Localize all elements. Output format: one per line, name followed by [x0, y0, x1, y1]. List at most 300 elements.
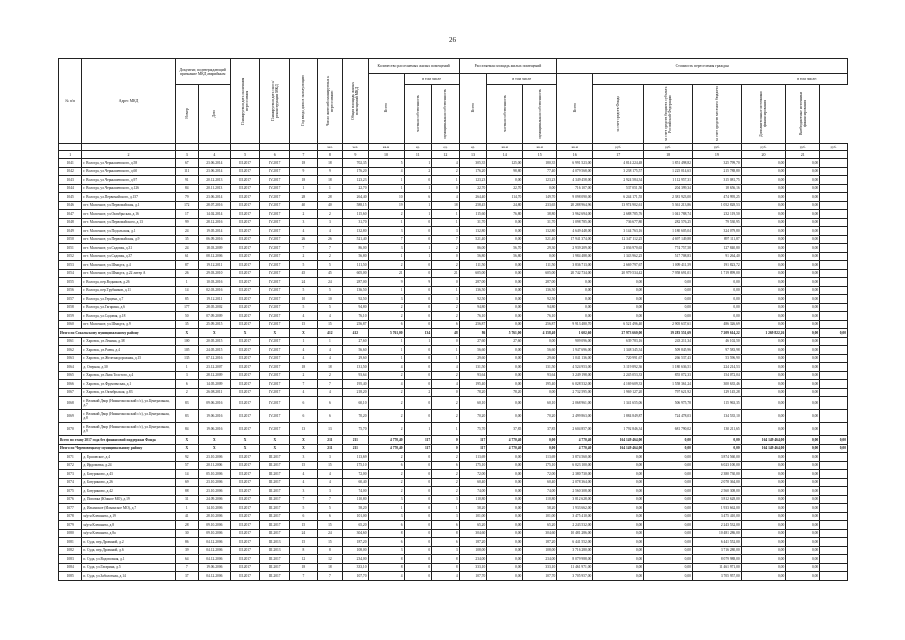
- subtotal-cell: X: [175, 444, 198, 453]
- value-cell: 8: [368, 529, 404, 538]
- table-row: [59, 397, 848, 410]
- value-cell: 724 478,03: [644, 410, 693, 423]
- table-cell: III.2017: [230, 538, 260, 547]
- table-cell: 67: [175, 159, 198, 168]
- empty-cell: [820, 278, 848, 287]
- value-cell: 8: [368, 555, 404, 564]
- value-cell: 0,00: [593, 470, 644, 479]
- value-cell: 0,00: [487, 521, 523, 530]
- table-cell: 40: [317, 201, 342, 210]
- value-cell: 110,80: [343, 495, 368, 504]
- value-cell: 0: [404, 410, 432, 423]
- value-cell: 56,80: [487, 252, 523, 261]
- value-cell: 264,40: [459, 193, 487, 202]
- value-cell: 2: [368, 410, 404, 423]
- subtotal-cell: 0,00: [820, 436, 848, 445]
- value-cell: 0,00: [786, 380, 820, 389]
- value-cell: 20 979 534,42: [593, 269, 644, 278]
- value-cell: 0: [404, 320, 432, 329]
- value-cell: 215 788,80: [692, 167, 741, 176]
- value-cell: 234,00: [523, 555, 557, 564]
- address-cell: д. Ершовское, д.4: [82, 453, 175, 462]
- value-cell: 0,00: [786, 529, 820, 538]
- value-cell: 2 078 364,00: [692, 478, 741, 487]
- value-cell: 56,70: [487, 244, 523, 253]
- table-cell: 41: [175, 512, 198, 521]
- value-cell: 60,10: [459, 397, 487, 410]
- value-cell: 0: [404, 235, 432, 244]
- value-cell: 115 963,35: [692, 397, 741, 410]
- table-cell: 1042: [59, 167, 82, 176]
- value-cell: 53 596,90: [692, 354, 741, 363]
- value-cell: 0: [404, 295, 432, 304]
- table-cell: 7: [175, 563, 198, 572]
- value-cell: 8: [432, 529, 460, 538]
- value-cell: 111,50: [459, 261, 487, 270]
- header-rooms-group: Количество расселяемых жилых помещений: [368, 59, 459, 74]
- value-cell: 5: [368, 159, 404, 168]
- table-cell: 1055: [59, 278, 82, 287]
- value-cell: 0: [404, 269, 432, 278]
- table-row: [59, 159, 848, 168]
- value-cell: 107,70: [343, 572, 368, 581]
- value-cell: 0: [404, 529, 432, 538]
- unit-cell: [175, 144, 198, 151]
- table-cell: 18.03.2009: [198, 244, 230, 253]
- empty-cell: [820, 184, 848, 193]
- table-cell: 35: [175, 235, 198, 244]
- value-cell: 0,00: [786, 371, 820, 380]
- value-cell: 129 145,28: [692, 388, 741, 397]
- value-cell: 0,00: [487, 563, 523, 572]
- table-row: [59, 312, 848, 321]
- value-cell: 2: [368, 261, 404, 270]
- header-area-group: Расселяемая площадь жилых помещений: [459, 59, 557, 74]
- value-cell: 4 697 149,88: [644, 235, 693, 244]
- value-cell: 0: [404, 380, 432, 389]
- value-cell: 0,00: [786, 167, 820, 176]
- table-cell: 5: [317, 286, 342, 295]
- table-cell: 8: [290, 546, 318, 555]
- value-cell: 107,70: [523, 572, 557, 581]
- table-cell: III.2017: [230, 184, 260, 193]
- value-cell: 3: [368, 295, 404, 304]
- value-cell: 94,80: [343, 303, 368, 312]
- value-cell: 24,80: [487, 201, 523, 210]
- table-cell: 1: [317, 184, 342, 193]
- table-cell: 12: [317, 555, 342, 564]
- table-cell: III.2017: [230, 278, 260, 287]
- value-cell: 6: [432, 320, 460, 329]
- empty-cell: [820, 159, 848, 168]
- table-cell: IV.2017: [260, 320, 290, 329]
- empty-cell: [820, 295, 848, 304]
- table-cell: IV.2017: [260, 388, 290, 397]
- value-cell: 0,00: [487, 512, 523, 521]
- table-cell: III.2017: [230, 478, 260, 487]
- value-cell: 736 677,80: [593, 218, 644, 227]
- value-cell: 0,00: [487, 546, 523, 555]
- value-cell: 37,85: [523, 423, 557, 436]
- table-cell: 24: [290, 278, 318, 287]
- table-cell: 10: [290, 295, 318, 304]
- value-cell: 2 604 857,00: [557, 423, 593, 436]
- unit-cell: руб.: [786, 144, 820, 151]
- value-cell: 1 984 488,00: [557, 252, 593, 261]
- table-cell: 7: [290, 244, 318, 253]
- subtotal-cell: 412: [317, 329, 342, 338]
- value-cell: 605,00: [459, 269, 487, 278]
- value-cell: 6 441 552,00: [692, 538, 741, 547]
- value-cell: 0,00: [557, 295, 593, 304]
- empty-cell: [820, 380, 848, 389]
- table-cell: III.2017: [230, 572, 260, 581]
- table-row: [59, 380, 848, 389]
- value-cell: 0,00: [786, 521, 820, 530]
- header-cost-group: Стоимость переселения граждан: [557, 59, 848, 74]
- value-cell: 0,00: [593, 487, 644, 496]
- empty-cell: [820, 423, 848, 436]
- table-cell: IV.2017: [260, 278, 290, 287]
- table-row: [59, 563, 848, 572]
- table-cell: 9: [317, 167, 342, 176]
- value-cell: 0,00: [487, 487, 523, 496]
- subtotal-cell: 117: [404, 436, 432, 445]
- subtotal-cell: 4 770,40: [368, 444, 404, 453]
- empty-cell: [820, 521, 848, 530]
- subtotal-cell: 4 770,40: [487, 436, 523, 445]
- table-cell: 1062: [59, 346, 82, 355]
- unit-cell: руб.: [741, 144, 786, 151]
- value-cell: 0,00: [487, 235, 523, 244]
- table-cell: 1047: [59, 210, 82, 219]
- empty-cell: [820, 555, 848, 564]
- value-cell: 1 343 962,25: [593, 252, 644, 261]
- table-cell: 04.12.2006: [198, 555, 230, 564]
- value-cell: 1 225 014,63: [644, 167, 693, 176]
- table-cell: 1052: [59, 252, 82, 261]
- subtotal-cell: 164 149 464,00: [593, 444, 644, 453]
- subtotal-cell: 0,00: [523, 444, 557, 453]
- value-cell: 282 576,25: [644, 218, 693, 227]
- value-cell: 1: [432, 504, 460, 513]
- value-cell: 0,00: [741, 371, 786, 380]
- unit-cell: ед.: [459, 144, 487, 151]
- empty-cell: [820, 218, 848, 227]
- value-cell: 134 535,10: [692, 410, 741, 423]
- table-cell: 26: [317, 235, 342, 244]
- table-cell: III.2017: [230, 261, 260, 270]
- value-cell: 0,00: [487, 380, 523, 389]
- table-cell: 24: [317, 278, 342, 287]
- table-cell: 3: [290, 218, 318, 227]
- value-cell: 0,00: [741, 470, 786, 479]
- table-cell: 20.12.2013: [198, 176, 230, 185]
- value-cell: 0,00: [741, 252, 786, 261]
- table-cell: 19.06.2016: [198, 423, 230, 436]
- value-cell: 3: [432, 295, 460, 304]
- address-cell: м/р-н Клешнята, д.8а: [82, 529, 175, 538]
- value-cell: 1: [404, 159, 432, 168]
- table-cell: 1: [290, 337, 318, 346]
- address-cell: пгт. Молочное, ул.Первомайская, д.1: [82, 201, 175, 210]
- table-cell: 84: [175, 184, 198, 193]
- value-cell: 0,00: [487, 261, 523, 270]
- address-cell: п. Суда, ул.Водовозная, д.1: [82, 555, 175, 564]
- value-cell: 5 361 213,86: [644, 201, 693, 210]
- table-cell: 24: [175, 227, 198, 236]
- table-cell: III.2017: [230, 512, 260, 521]
- value-cell: 304,60: [459, 529, 487, 538]
- address-cell: д. Батуриново, д.43: [82, 470, 175, 479]
- table-cell: 45: [317, 269, 342, 278]
- value-cell: 101,00: [459, 512, 487, 521]
- subtotal-cell: X: [290, 444, 318, 453]
- value-cell: 3 705 957,00: [692, 572, 741, 581]
- table-row: [59, 320, 848, 329]
- column-number-cell: 7: [290, 151, 318, 159]
- value-cell: 0,00: [644, 478, 693, 487]
- table-cell: 4: [290, 470, 318, 479]
- table-cell: 25.09.2015: [198, 320, 230, 329]
- unit-cell: ед.: [432, 144, 460, 151]
- value-cell: 12 347 112,25: [593, 235, 644, 244]
- table-cell: 09.10.2006: [198, 521, 230, 530]
- empty-cell: [820, 176, 848, 185]
- table-cell: 20.11.2006: [198, 461, 230, 470]
- value-cell: 0,00: [786, 555, 820, 564]
- header-area-municipal: муниципальная собственность: [523, 85, 557, 144]
- table-cell: 1048: [59, 218, 82, 227]
- value-cell: 1: [368, 184, 404, 193]
- subtotal-cell: 0,00: [523, 436, 557, 445]
- value-cell: 234,00: [343, 555, 368, 564]
- address-cell: пгт. Молочное, ул.Первомайского, д.13: [82, 218, 175, 227]
- value-cell: 0: [404, 286, 432, 295]
- value-cell: 10: [368, 193, 404, 202]
- value-cell: 1: [368, 337, 404, 346]
- value-cell: 0,00: [741, 218, 786, 227]
- table-cell: 02.03.2016: [198, 286, 230, 295]
- value-cell: 720 991,67: [593, 354, 644, 363]
- address-cell: д. Ильинское (Ильинское МО), д.7: [82, 504, 175, 513]
- value-cell: 2: [368, 303, 404, 312]
- value-cell: 113,69: [523, 453, 557, 462]
- value-cell: 0,00: [741, 397, 786, 410]
- value-cell: 101,00: [523, 512, 557, 521]
- value-cell: 204 399,34: [644, 184, 693, 193]
- table-cell: III.2017: [260, 453, 290, 462]
- value-cell: 0,00: [644, 546, 693, 555]
- value-cell: 21: [368, 269, 404, 278]
- value-cell: 0,00: [741, 337, 786, 346]
- value-cell: 175,10: [343, 461, 368, 470]
- value-cell: 509 845,96: [644, 346, 693, 355]
- value-cell: 3 475 410,00: [692, 512, 741, 521]
- table-cell: 18: [317, 563, 342, 572]
- value-cell: 0,00: [741, 423, 786, 436]
- table-cell: 1061: [59, 337, 82, 346]
- value-cell: 108,00: [343, 546, 368, 555]
- table-row: [59, 529, 848, 538]
- table-cell: 3: [175, 371, 198, 380]
- value-cell: 6: [368, 320, 404, 329]
- value-cell: 0,00: [786, 184, 820, 193]
- value-cell: 3 144 763,16: [593, 227, 644, 236]
- value-cell: 0,00: [741, 478, 786, 487]
- header-doc-group: Документ, подтверждающий признание МКД аварийным: [175, 59, 230, 85]
- table-cell: IV.2017: [260, 193, 290, 202]
- value-cell: 20 742 734,00: [557, 269, 593, 278]
- value-cell: 91 264,40: [692, 252, 741, 261]
- empty-cell: [820, 320, 848, 329]
- value-cell: 132,80: [343, 227, 368, 236]
- column-number-cell: 16: [557, 151, 593, 159]
- value-cell: 2: [368, 478, 404, 487]
- table-cell: 13: [317, 423, 342, 436]
- table-cell: 1075: [59, 487, 82, 496]
- value-cell: 9: [368, 278, 404, 287]
- value-cell: 0: [404, 354, 432, 363]
- empty-cell: [820, 388, 848, 397]
- value-cell: 2 905 637,61: [644, 320, 693, 329]
- value-cell: 0,00: [741, 295, 786, 304]
- value-cell: 136,50: [459, 286, 487, 295]
- page-number: 26: [449, 36, 456, 44]
- value-cell: 0,00: [786, 278, 820, 287]
- header-planned-move: Планируемая дата окончания переселения: [230, 59, 260, 144]
- value-cell: 27,60: [487, 337, 523, 346]
- value-cell: 0,00: [593, 538, 644, 547]
- table-cell: 39: [175, 546, 198, 555]
- value-cell: 0,00: [644, 470, 693, 479]
- table-cell: 172: [175, 201, 198, 210]
- value-cell: 0: [432, 337, 460, 346]
- table-cell: 1045: [59, 193, 82, 202]
- value-cell: 0,00: [786, 337, 820, 346]
- value-cell: 0,00: [593, 521, 644, 530]
- value-cell: 256,87: [459, 320, 487, 329]
- value-cell: 0,00: [487, 354, 523, 363]
- column-number-cell: 4: [198, 151, 230, 159]
- value-cell: 86,00: [459, 244, 487, 253]
- value-cell: 0: [404, 303, 432, 312]
- table-cell: 1079: [59, 521, 82, 530]
- table-cell: 23.10.2006: [198, 478, 230, 487]
- value-cell: 9 913 480,70: [557, 320, 593, 329]
- value-cell: 1: [432, 354, 460, 363]
- value-cell: 3 812 628,00: [557, 495, 593, 504]
- value-cell: 0,00: [786, 453, 820, 462]
- value-cell: 0,00: [644, 521, 693, 530]
- unit-cell: кв.м: [557, 144, 593, 151]
- table-cell: IV.2017: [260, 227, 290, 236]
- value-cell: 1 348 345,34: [593, 346, 644, 355]
- table-cell: III.2017: [230, 201, 260, 210]
- table-cell: 12: [290, 555, 318, 564]
- value-cell: 0,00: [786, 354, 820, 363]
- table-cell: 1060: [59, 320, 82, 329]
- value-cell: 56,80: [343, 252, 368, 261]
- address-cell: г. Вологда, ул.Чернышевского, д.97: [82, 176, 175, 185]
- table-cell: 18: [317, 176, 342, 185]
- value-cell: 1 098 785,00: [557, 218, 593, 227]
- address-cell: г. Харовск, ул.Ленина, д.38: [82, 337, 175, 346]
- table-cell: 3: [290, 453, 318, 462]
- address-cell: г. Харовск, ул.Льва Толстого, д.4: [82, 371, 175, 380]
- value-cell: 127 840,80: [692, 244, 741, 253]
- table-cell: 7: [290, 495, 318, 504]
- subtotal-label: Итого по Сокольскому муниципальному району: [59, 329, 176, 338]
- table-cell: III.2017: [230, 495, 260, 504]
- value-cell: 1 112 957,31: [644, 176, 693, 185]
- table-cell: 50: [175, 312, 198, 321]
- table-cell: III.2017: [260, 529, 290, 538]
- value-cell: 0: [404, 312, 432, 321]
- table-cell: III.2017: [230, 346, 260, 355]
- value-cell: 0,00: [741, 461, 786, 470]
- table-cell: 105: [175, 346, 198, 355]
- value-cell: 0,00: [593, 295, 644, 304]
- value-cell: 4: [432, 363, 460, 372]
- value-cell: 1: [368, 252, 404, 261]
- table-cell: 83: [175, 410, 198, 423]
- value-cell: 76,10: [523, 312, 557, 321]
- value-cell: 136,50: [523, 286, 557, 295]
- table-cell: III.2017: [230, 227, 260, 236]
- value-cell: 37,85: [487, 423, 523, 436]
- table-cell: III.2017: [230, 210, 260, 219]
- value-cell: 3 874 560,00: [557, 453, 593, 462]
- value-cell: 287,00: [523, 278, 557, 287]
- value-cell: 0,00: [487, 504, 523, 513]
- value-cell: 0,00: [786, 470, 820, 479]
- value-cell: 0,00: [487, 346, 523, 355]
- table-cell: 14.02.2014: [198, 210, 230, 219]
- address-cell: п. Суда, пер.Дровяной, д.6: [82, 546, 175, 555]
- table-cell: 6: [317, 410, 342, 423]
- value-cell: 0,00: [593, 504, 644, 513]
- value-cell: 0,00: [593, 555, 644, 564]
- empty-cell: [820, 529, 848, 538]
- table-row: [59, 388, 848, 397]
- value-cell: 0,00: [487, 529, 523, 538]
- header-area-sub-total: Всего: [459, 74, 487, 144]
- value-cell: 2: [404, 388, 432, 397]
- value-cell: 6: [432, 461, 460, 470]
- value-cell: 2: [432, 167, 460, 176]
- value-cell: 2: [432, 487, 460, 496]
- value-cell: 0: [432, 252, 460, 261]
- subtotal-cell: 164 149 464,00: [593, 436, 644, 445]
- value-cell: 0,00: [786, 397, 820, 410]
- table-cell: III.2017: [260, 495, 290, 504]
- table-cell: III.2017: [230, 176, 260, 185]
- table-cell: 5: [317, 504, 342, 513]
- value-cell: 0,00: [741, 555, 786, 564]
- value-cell: 0,00: [741, 278, 786, 287]
- value-cell: 2: [368, 210, 404, 219]
- address-cell: г. Великий Двор (Нижнеокольский с/с), ул.Центральная, д.8: [82, 410, 175, 423]
- value-cell: 0,00: [741, 563, 786, 572]
- value-cell: 74,00: [459, 487, 487, 496]
- table-row: [59, 546, 848, 555]
- value-cell: 6: [432, 538, 460, 547]
- value-cell: 195,40: [343, 380, 368, 389]
- value-cell: 93,64: [343, 371, 368, 380]
- value-cell: 605,00: [343, 269, 368, 278]
- unit-cell: [260, 144, 290, 151]
